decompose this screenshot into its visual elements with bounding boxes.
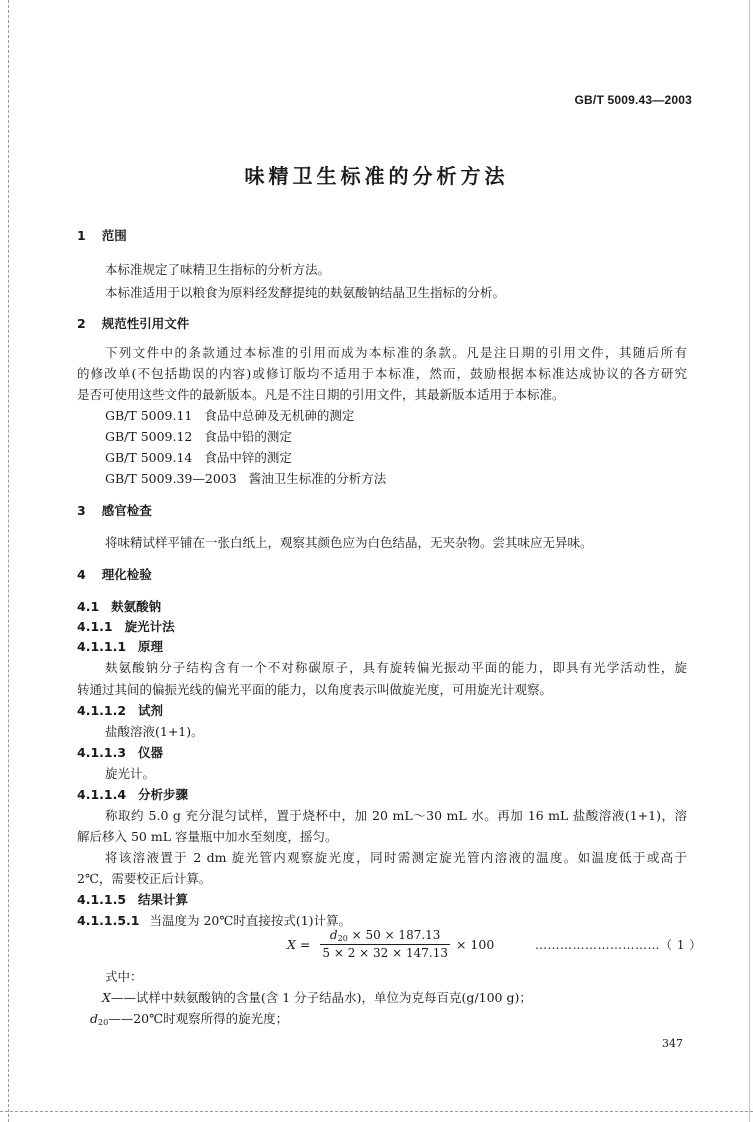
paragraph: 将味精试样平铺在一张白纸上，观察其颜色应为白色结晶，无夹杂物。尝其味应无异味。 — [105, 535, 593, 550]
equation-number: …………………………（ 1 ） — [535, 938, 702, 952]
standard-code: GB/T 5009.43—2003 — [574, 93, 692, 107]
reference-item — [105, 429, 292, 444]
reference-title: 酱油卫生标准的分析方法 — [248, 471, 387, 486]
reference-code: GB/T 5009.39—2003 — [105, 471, 237, 486]
document-title: 味精卫生标准的分析方法 — [244, 164, 509, 188]
reference-item — [105, 450, 292, 465]
paragraph-line: 解后移入 50 mL 容量瓶中加水至刻度，摇匀。 — [77, 829, 338, 844]
variable-definition-x: X——试样中麸氨酸钠的含量(含 1 分子结晶水)，单位为克每百克(g/100 g)； — [102, 990, 532, 1005]
reference-code: GB/T 5009.12 — [105, 429, 193, 444]
section-title: 理化检验 — [101, 567, 152, 582]
variable-definition-d20: $d_{20}——20℃$时观察所得的旋光度； — [90, 1011, 289, 1027]
page-number: 347 — [662, 1037, 683, 1050]
clause-text: 当温度为 20℃时直接按式(1)计算。 — [149, 913, 352, 928]
section-title: 原理 — [138, 639, 164, 654]
section-1-heading — [77, 228, 127, 243]
section-4-1-1-heading — [77, 619, 175, 634]
section-title: 感官检查 — [101, 503, 152, 518]
paragraph-line: 将该溶液置于 2 dm 旋光管内观察旋光度，同时需测定旋光管内溶液的温度。如温度低于或高于 — [105, 850, 687, 865]
section-title: 试剂 — [138, 703, 164, 718]
reference-title: 食品中锌的测定 — [204, 450, 292, 465]
paragraph: 本标准适用于以粮食为原料经发酵提纯的麸氨酸钠结晶卫生指标的分析。 — [105, 285, 506, 300]
section-title: 范围 — [101, 228, 127, 243]
section-number: 2 — [77, 316, 86, 331]
section-4-1-1-1-heading — [77, 639, 163, 654]
paragraph-line: 的修改单(不包括勘误的内容)或修订版均不适用于本标准，然而，鼓励根据本标准达成协议的各方研究 — [77, 366, 687, 381]
section-4-heading — [77, 567, 152, 582]
section-title: 结果计算 — [138, 892, 189, 907]
section-number: 4.1 — [77, 599, 100, 614]
formula-lhs: X — [287, 936, 296, 952]
paragraph-line: 下列文件中的条款通过本标准的引用而成为本标准的条款。凡是注日期的引用文件，其随后所有 — [105, 345, 687, 360]
section-2-heading — [77, 316, 189, 331]
section-number: 4.1.1 — [77, 619, 113, 634]
section-4-1-1-3-heading — [77, 745, 163, 760]
formula-denominator: 5 × 2 × 32 × 147.13 — [322, 946, 448, 960]
section-number: 4.1.1.5.1 — [77, 913, 140, 928]
section-number: 4.1.1.4 — [77, 787, 127, 802]
section-title: 仪器 — [138, 745, 164, 760]
section-title: 分析步骤 — [138, 787, 189, 802]
section-4-1-1-2-heading — [77, 703, 163, 718]
paragraph-line: 称取约 5.0 g 充分混匀试样，置于烧杯中，加 20 mL～30 mL 水。再加 16 mL 盐酸溶液(1+1)，溶 — [105, 808, 687, 823]
section-number: 3 — [77, 503, 86, 518]
formula-fraction — [320, 928, 450, 960]
reference-title: 食品中总砷及无机砷的测定 — [204, 408, 355, 423]
paragraph-line: 2℃，需要校正后计算。 — [77, 871, 212, 886]
reference-title: 食品中铅的测定 — [204, 429, 292, 444]
section-4-1-1-5-heading — [77, 892, 188, 907]
paragraph: 盐酸溶液(1+1)。 — [105, 724, 204, 739]
reference-item — [105, 408, 354, 423]
paragraph: 本标准规定了味精卫生指标的分析方法。 — [105, 262, 331, 277]
section-number: 4 — [77, 567, 86, 582]
paragraph-line: 麸氨酸钠分子结构含有一个不对称碳原子，具有旋转偏光振动平面的能力，即具有光学活动性，旋 — [105, 660, 687, 675]
formula-multiplier: × 100 — [455, 936, 495, 952]
section-title: 旋光计法 — [124, 619, 175, 634]
section-title: 规范性引用文件 — [101, 316, 190, 331]
section-number: 4.1.1.1 — [77, 639, 127, 654]
formula-1 — [287, 928, 494, 960]
reference-item — [105, 471, 386, 486]
where-label: 式中： — [105, 969, 143, 984]
reference-code: GB/T 5009.11 — [105, 408, 193, 423]
clause-4-1-1-5-1 — [77, 913, 351, 928]
paragraph-line: 转通过其间的偏振光线的偏光平面的能力，以角度表示叫做旋光度，可用旋光计观察。 — [77, 682, 553, 697]
reference-code: GB/T 5009.14 — [105, 450, 193, 465]
section-4-1-1-4-heading — [77, 787, 188, 802]
paragraph: 旋光计。 — [105, 766, 156, 781]
section-number: 4.1.1.3 — [77, 745, 127, 760]
section-number: 1 — [77, 228, 86, 243]
paragraph-line: 是否可使用这些文件的最新版本。凡是不注日期的引用文件，其最新版本适用于本标准。 — [77, 387, 565, 402]
formula-numerator: $d_{20} \times 50 \times 187.13$ — [329, 928, 441, 943]
scan-bottom-edge — [0, 1111, 753, 1112]
section-4-1-heading — [77, 599, 161, 614]
section-number: 4.1.1.2 — [77, 703, 127, 718]
section-number: 4.1.1.5 — [77, 892, 127, 907]
section-title: 麸氨酸钠 — [111, 599, 162, 614]
formula-equals: = — [299, 936, 311, 952]
section-3-heading — [77, 503, 152, 518]
